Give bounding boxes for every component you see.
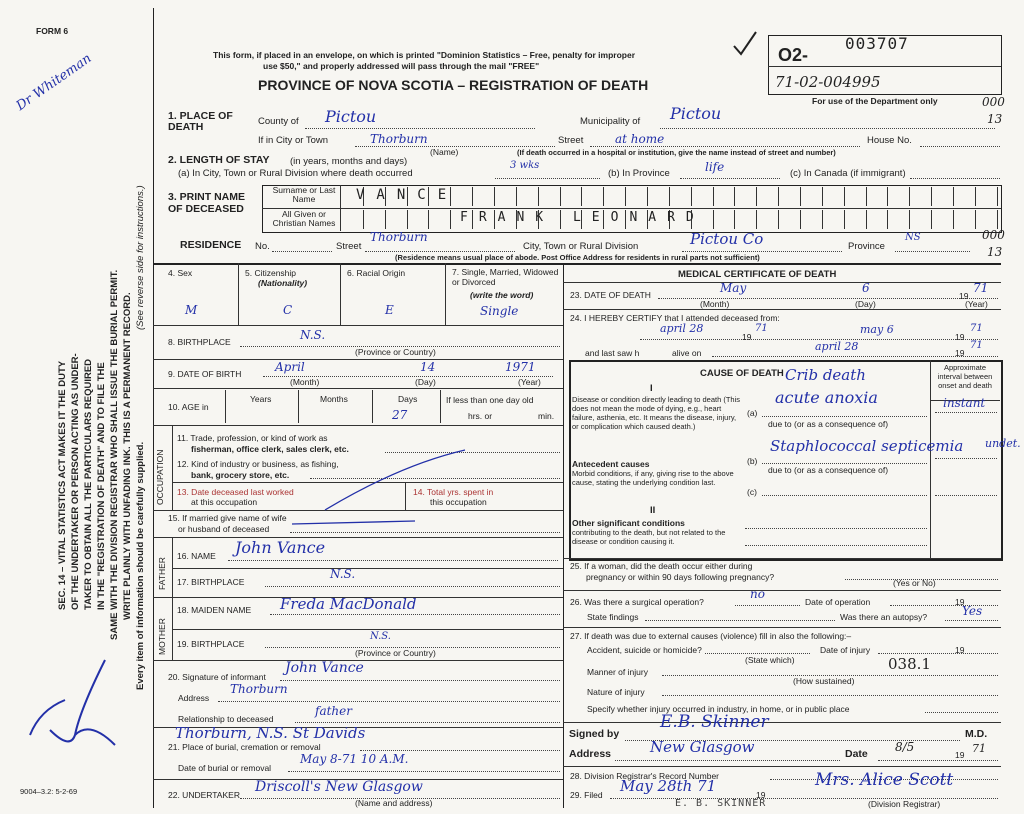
hrs-label: hrs. or	[468, 411, 493, 421]
date-of-death-19: 19	[959, 291, 969, 301]
q12-label: 12. Kind of industry or business, as fishing,	[177, 459, 339, 469]
medical-cert-title: MEDICAL CERTIFICATE OF DEATH	[678, 269, 837, 280]
attended-to: may 6	[860, 323, 894, 336]
sex-label: 4. Sex	[168, 268, 193, 278]
q26-label: 26. Was there a surgical operation?	[570, 597, 704, 607]
attended-from-year: 71	[755, 323, 768, 334]
letter-box	[976, 187, 998, 206]
father-side-label: FATHER	[157, 557, 167, 590]
dob-year-caption: (Year)	[518, 377, 541, 387]
dod-month-caption: (Month)	[700, 299, 730, 309]
county-label: County of	[258, 116, 299, 127]
letter-box	[976, 210, 998, 229]
mother-maiden-label: 18. MAIDEN NAME	[177, 605, 252, 615]
q27-label: 27. If death was due to external causes (violence) fill in also the following:–	[570, 631, 852, 641]
attended-to-19: 19	[955, 332, 965, 342]
q25-label: 25. If a woman, did the death occur either during	[570, 561, 753, 571]
letter-box	[801, 210, 823, 229]
stay-canada-label: (c) In Canada (if immigrant)	[790, 168, 906, 179]
letter-box	[735, 210, 757, 229]
birthplace-caption: (Province or Country)	[355, 347, 436, 357]
letter-box	[867, 187, 889, 206]
sex-value: M	[185, 303, 198, 317]
letter-box	[954, 187, 976, 206]
code-a: 000	[982, 95, 1005, 109]
relationship-value: father	[315, 704, 352, 718]
mail-notice-1: This form, if placed in an envelope, on which is printed "Dominion Statistics – Free, penalty for improper	[213, 50, 636, 60]
dob-month: April	[275, 360, 305, 374]
letter-box	[670, 187, 692, 206]
injury-date-label: Date of injury	[820, 645, 871, 655]
operation-date-19: 19	[955, 597, 965, 607]
cause-a-label: (a)	[747, 408, 758, 418]
specify-label: Specify whether injury occurred in industry, in home, or in public place	[587, 704, 850, 714]
margin-signature: Dr Whiteman	[13, 51, 95, 114]
q13-sub: at this occupation	[191, 497, 258, 507]
other-conditions-label: Other significant conditions	[572, 518, 685, 528]
letter-box	[561, 187, 583, 206]
last-saw-date: april 28	[815, 340, 859, 353]
side-notice-3: TAKER TO OBTAIN ALL THE PARTICULARS REQUIRED	[83, 358, 94, 610]
attended-from-19: 19	[742, 332, 752, 342]
letter-box	[932, 210, 954, 229]
mother-maiden-value: Freda MacDonald	[280, 595, 417, 613]
residence-city-label: City, Town or Rural Division	[523, 241, 639, 252]
age-label: 10. AGE in	[168, 402, 209, 412]
father-birthplace-label: 17. BIRTHPLACE	[177, 577, 245, 587]
birthplace-label: 8. BIRTHPLACE	[168, 337, 231, 347]
stay-city-value: 3 wks	[510, 160, 540, 171]
letter-box	[714, 187, 736, 206]
physician-address-label: Address	[569, 748, 612, 760]
stay-province-label: (b) In Province	[608, 168, 670, 179]
mother-birthplace-label: 19. BIRTHPLACE	[177, 639, 245, 649]
form-title: PROVINCE OF NOVA SCOTIA – REGISTRATION OF DEATH	[258, 77, 649, 93]
city-name-caption: (Name)	[430, 147, 459, 157]
undertaker-caption: (Name and address)	[355, 798, 433, 808]
residence-city-value: Pictou Co	[690, 230, 764, 248]
racial-origin-value: E	[385, 303, 394, 317]
cause-a-interval: instant	[943, 396, 986, 410]
citizenship-label: 5. Citizenship	[245, 268, 297, 278]
residence-note: (Residence means usual place of abode. Post Office Address for residents in rural parts not sufficient)	[395, 253, 760, 262]
letter-box	[867, 210, 889, 229]
date-of-death-label: 23. DATE OF DEATH	[570, 290, 651, 300]
registrar-caption: (Division Registrar)	[868, 799, 941, 809]
cause-b-label: (b)	[747, 456, 758, 466]
form-number: FORM 6	[36, 26, 69, 36]
q29-label: 29. Filed	[570, 790, 603, 800]
disease-label: Disease or condition directly leading to death (This does not mean the mode of dying, e.g., heart failure, asthenia, etc. It means the disease, injury, or complication which caused death.)	[572, 395, 741, 431]
side-notice-5: SAME WITH THE DIVISION REGISTRAR WHO SHALL ISSUE THE BURIAL PERMIT.	[109, 269, 120, 640]
side-notice-7: (See reverse side for instructions.)	[135, 185, 146, 330]
letter-box	[517, 187, 539, 206]
side-notice-2: OF THE UNDERTAKER OR PERSON ACTING AS UNDER-	[70, 353, 81, 610]
relationship-label: Relationship to deceased	[178, 714, 274, 724]
dob-label: 9. DATE OF BIRTH	[168, 369, 242, 379]
letter-box	[910, 210, 932, 229]
letter-box	[582, 187, 604, 206]
letter-box	[735, 187, 757, 206]
stay-province-value: life	[705, 160, 725, 174]
antecedent-sub: Morbid conditions, if any, giving rise to the above cause, stating the underlying condition last.	[572, 469, 734, 487]
given-names-label: All Given or Christian Names	[272, 209, 336, 228]
letter-box	[495, 187, 517, 206]
nature-label: Nature of injury	[587, 687, 645, 697]
last-saw-label: and last saw h	[585, 348, 640, 358]
print-name-label: 3. PRINT NAME OF DECEASED	[168, 191, 246, 215]
letter-box	[364, 210, 386, 229]
antecedent-label: Antecedent causes	[572, 459, 650, 469]
birthplace-value: N.S.	[300, 328, 326, 342]
filed-19: 19	[756, 790, 766, 800]
q11-sub: fisherman, office clerk, sales clerk, etc.	[191, 444, 349, 454]
citizenship-value: C	[283, 303, 293, 317]
part-two-label: II	[650, 505, 656, 516]
attended-from: april 28	[660, 322, 704, 335]
letter-box	[845, 210, 867, 229]
marital-status-label: 7. Single, Married, Widowed or Divorced	[452, 267, 559, 287]
injury-date-19: 19	[955, 645, 965, 655]
length-of-stay-label: 2. LENGTH OF STAY	[168, 154, 270, 166]
letter-box	[604, 187, 626, 206]
last-saw-year: 71	[970, 340, 983, 351]
letter-box	[823, 187, 845, 206]
cert-date-value: 8/5	[895, 740, 915, 754]
due-to-label-2: due to (or as a consequence of)	[768, 465, 889, 475]
side-notice-6: WRITE PLAINLY WITH UNFADING INK. THIS IS A PERMANENT RECORD.	[122, 292, 133, 620]
burial-place-label: 21. Place of burial, cremation or removal	[168, 742, 321, 752]
filed-value: May 28th 71	[620, 777, 717, 795]
certify-label: 24. I HEREBY CERTIFY that I attended deceased from:	[570, 313, 780, 323]
municipality-label: Municipality of	[580, 116, 641, 127]
cert-date-label: Date	[845, 748, 868, 760]
county-value: Pictou	[325, 107, 377, 126]
age-years-label: Years	[250, 394, 272, 404]
autopsy-value: Yes	[962, 604, 983, 618]
father-name-value: John Vance	[235, 538, 326, 557]
q25-sub: pregnancy or within 90 days following pregnancy?	[586, 572, 775, 582]
dob-day-caption: (Day)	[415, 377, 436, 387]
letter-box	[888, 210, 910, 229]
occupation-side-label: OCCUPATION	[155, 449, 165, 505]
mother-side-label: MOTHER	[157, 618, 167, 655]
mother-birthplace-value: N.S.	[370, 631, 391, 642]
q13-label: 13. Date deceased last worked	[177, 487, 294, 497]
letter-box	[845, 187, 867, 206]
informant-value: John Vance	[285, 660, 364, 676]
cause-c-label: (c)	[747, 487, 757, 497]
residence-province-value: NS	[905, 232, 921, 243]
physician-stamp: E. B. SKINNER	[675, 798, 767, 809]
age-days-value: 27	[392, 408, 408, 422]
letter-box	[779, 187, 801, 206]
letter-box	[823, 210, 845, 229]
burial-date-value: May 8-71 10 A.M.	[300, 752, 409, 766]
city-value: Thorburn	[370, 132, 428, 146]
house-no-label: House No.	[867, 135, 912, 146]
undertaker-label: 22. UNDERTAKER	[168, 790, 240, 800]
burial-date-label: Date of burial or removal	[178, 763, 272, 773]
dob-day: 14	[420, 360, 436, 374]
residence-label: RESIDENCE	[180, 239, 242, 251]
letter-box	[910, 187, 932, 206]
dob-month-caption: (Month)	[290, 377, 320, 387]
code-b: 13	[987, 112, 1003, 126]
letter-box	[539, 187, 561, 206]
dob-year: 1971	[505, 360, 536, 374]
burial-place-value: Thorburn, N.S. St Davids	[175, 724, 366, 742]
part-one-label: I	[650, 383, 653, 394]
letter-box	[757, 210, 779, 229]
hospital-note: (If death occurred in a hospital or institution, give the name instead of street and number)	[517, 148, 836, 157]
q25-caption: (Yes or No)	[893, 578, 936, 588]
letter-box	[779, 210, 801, 229]
age-months-label: Months	[320, 394, 348, 404]
residence-no-label: No.	[255, 241, 270, 252]
residence-province-label: Province	[848, 241, 885, 252]
registrar-signature: Mrs. Alice Scott	[815, 770, 954, 790]
findings-label: State findings	[587, 612, 639, 622]
min-label: min.	[538, 411, 555, 421]
side-notice-4: IN THE "REGISTRATION OF DEATH" AND TO FILE THE	[96, 362, 107, 610]
other-conditions-sub: contributing to the death, but not related to the disease or condition causing it.	[572, 528, 726, 546]
q28-label: 28. Division Registrar's Record Number	[570, 771, 720, 781]
last-saw-19: 19	[955, 348, 965, 358]
residence-street-value: Thorburn	[370, 230, 428, 244]
dod-day-caption: (Day)	[855, 299, 876, 309]
signed-by-value: E.B. Skinner	[660, 712, 769, 732]
reg-number: 003707	[845, 34, 909, 53]
reg-prefix: O2-	[778, 45, 809, 65]
street-value: at home	[615, 132, 665, 146]
mail-notice-2: use $50," and properly addressed will pass through the mail "FREE"	[263, 61, 540, 71]
less-than-day-label: If less than one day old	[446, 395, 534, 405]
marital-status-value: Single	[480, 304, 519, 318]
q26-value: no	[750, 587, 765, 601]
attended-to-year: 71	[970, 323, 983, 334]
letter-box	[714, 210, 736, 229]
dod-year-caption: (Year)	[965, 299, 988, 309]
q12-sub: bank, grocery store, etc.	[191, 470, 290, 480]
reg-handwritten: 71-02-004995	[775, 73, 881, 91]
father-name-label: 16. NAME	[177, 551, 216, 561]
cert-date-year: 71	[972, 742, 986, 755]
city-label: If in City or Town	[258, 135, 329, 146]
operation-date-label: Date of operation	[805, 597, 871, 607]
residence-code-a: 000	[982, 228, 1005, 242]
letter-box	[888, 187, 910, 206]
cause-a-value: acute anoxia	[775, 388, 878, 407]
letter-box	[692, 187, 714, 206]
date-of-death-year: 71	[973, 281, 989, 295]
letter-box	[626, 187, 648, 206]
signed-by-label: Signed by	[569, 728, 620, 740]
q14-sub: this occupation	[430, 497, 487, 507]
footer-code: 9004–3.2: 5-2-69	[20, 787, 78, 796]
manner-value: 038.1	[888, 655, 931, 673]
occupation-strike	[320, 445, 470, 515]
manner-label: Manner of injury	[587, 667, 648, 677]
street-label: Street	[558, 135, 584, 146]
q15-label: 15. If married give name of wife	[168, 513, 287, 523]
side-notice-8: Every item of information should be carefully supplied.	[135, 441, 146, 690]
informant-label: 20. Signature of informant	[168, 672, 266, 682]
cert-date-19: 19	[955, 750, 965, 760]
place-of-death-label: 1. PLACE OF DEATH	[168, 110, 233, 133]
due-to-label-1: due to (or as a consequence of)	[768, 419, 889, 429]
margin-initials	[20, 650, 130, 760]
letter-box	[954, 210, 976, 229]
md-label: M.D.	[965, 728, 988, 740]
q14-label: 14. Total yrs. spent in	[413, 487, 494, 497]
citizenship-sub: (Nationality)	[258, 278, 308, 288]
letter-box	[429, 210, 451, 229]
date-of-death-month: May	[720, 281, 747, 295]
q15-sub: or husband of deceased	[178, 524, 270, 534]
surname-label: Surname or Last Name	[272, 185, 336, 204]
cause-b-interval: undet.	[985, 437, 1021, 450]
residence-street-label: Street	[336, 241, 362, 252]
informant-address-label: Address	[178, 693, 210, 703]
date-of-death-day: 6	[862, 281, 870, 295]
undertaker-value: Driscoll's New Glasgow	[255, 779, 423, 795]
cause-b-value: Staphlococcal septicemia	[770, 437, 964, 455]
q11-label: 11. Trade, profession, or kind of work as	[177, 433, 328, 443]
autopsy-label: Was there an autopsy?	[840, 612, 928, 622]
informant-address-value: Thorburn	[230, 682, 288, 696]
length-of-stay-sub: (in years, months and days)	[290, 156, 408, 167]
surname-value: VANCE	[356, 187, 459, 203]
racial-origin-label: 6. Racial Origin	[347, 268, 406, 278]
letter-box	[932, 187, 954, 206]
letter-box	[408, 210, 430, 229]
marital-status-sub: (write the word)	[470, 290, 534, 300]
how-sustained-caption: (How sustained)	[793, 676, 855, 686]
check-mark-icon	[730, 30, 760, 60]
cause-top-value: Crib death	[785, 366, 866, 384]
letter-box	[473, 187, 495, 206]
age-days-label: Days	[398, 394, 418, 404]
alive-on-label: alive on	[672, 348, 702, 358]
letter-box	[342, 210, 364, 229]
accident-label: Accident, suicide or homicide?	[587, 645, 702, 655]
state-which-caption: (State which)	[745, 655, 795, 665]
physician-address-value: New Glasgow	[650, 738, 755, 756]
letter-box	[801, 187, 823, 206]
cause-of-death-title: CAUSE OF DEATH	[700, 368, 784, 379]
father-birthplace-value: N.S.	[330, 567, 356, 581]
letter-box	[386, 210, 408, 229]
residence-code-b: 13	[987, 245, 1003, 259]
mother-birthplace-caption: (Province or Country)	[355, 648, 436, 658]
interval-label: Approximate interval between onset and death	[937, 363, 993, 390]
letter-box	[648, 187, 670, 206]
dept-use-note: For use of the Department only	[812, 96, 938, 106]
side-notice-1: SEC. 14 – VITAL STATISTICS ACT MAKES IT THE DUTY	[57, 360, 68, 610]
given-names-value: FRANK LEONARD	[460, 210, 705, 225]
municipality-value: Pictou	[670, 104, 722, 123]
stay-city-label: (a) In City, Town or Rural Division where death occurred	[178, 168, 413, 179]
letter-box	[757, 187, 779, 206]
